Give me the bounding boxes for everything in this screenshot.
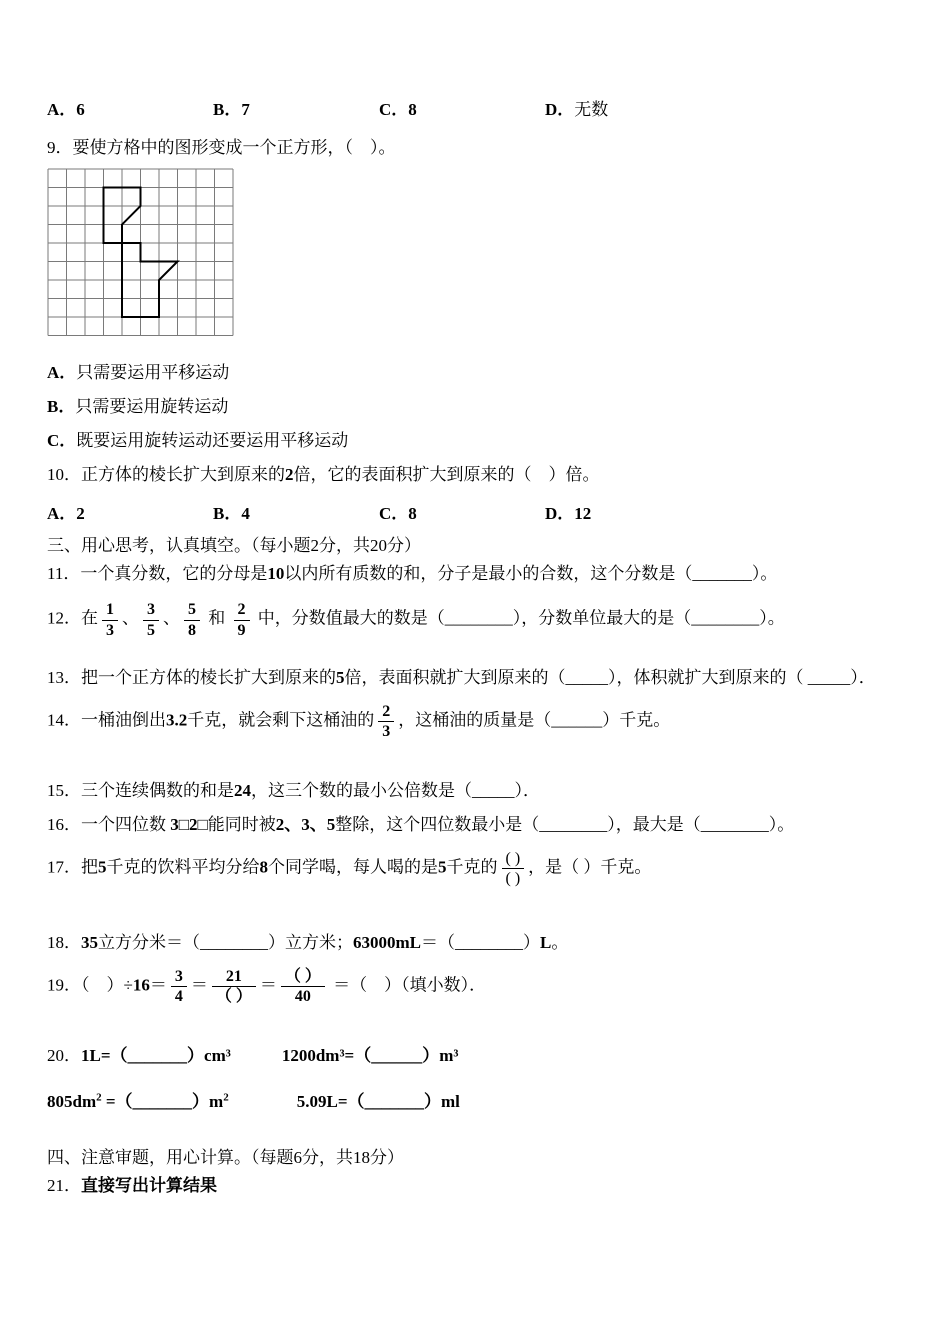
question-15: 15．三个连续偶数的和是24，这三个数的最小公倍数是（_____）．: [47, 781, 540, 801]
question-9-option-b: B．只需要运用旋转运动: [47, 397, 229, 417]
question-8-option-b: B．7: [213, 100, 250, 119]
question-20-line-2: $805dm^2$ $=(\_\_\_\_\_\_\_)m^2$ 5.09L=（_______）ml: [47, 1091, 460, 1112]
fraction: $\frac{2}{3}$: [378, 702, 394, 741]
question-19: 19．（ ）÷16＝ $\frac{3}{4}$ ＝ $\frac{21}{( )}$ ＝ $\frac{( )}{40}$ ＝（ ）（填小数）．: [47, 967, 487, 1005]
q9-grid-figure: [47, 168, 234, 337]
question-8-option-d: D．无数: [545, 100, 609, 119]
fraction: $\frac{2}{9}$: [234, 600, 250, 639]
question-10-option-c: C．8: [379, 504, 417, 524]
question-17: 17．把5千克的饮料平均分给8个同学喝，每人喝的是5千克的 $\frac{( )}{( )}$ ，是（ ）千克。: [47, 850, 652, 888]
question-10-option-a: A．2: [47, 504, 85, 524]
question-9-text: 9．要使方格中的图形变成一个正方形，（ ）。: [47, 138, 396, 157]
fraction: $\frac{21}{( )}$: [212, 967, 256, 1006]
question-10-option-d: D．12: [545, 504, 592, 524]
question-14: 14．一桶油倒出3.2千克，就会剩下这桶油的 $\frac{2}{3}$ ，这桶油的质量是（______）千克。: [47, 702, 671, 740]
section-3-header: 三、用心思考，认真填空。（每小题2分，共20分）: [47, 536, 421, 556]
question-18: 18．35立方分米＝（________）立方米；63000mL＝（________）L。: [47, 932, 569, 952]
question-8-option-a: A．6: [47, 100, 85, 119]
question-10-option-b: B．4: [213, 504, 250, 524]
question-11: 11．一个真分数，它的分母是10以内所有质数的和，分子是最小的合数，这个分数是（_______）。: [47, 564, 778, 584]
question-13: 13．把一个正方体的棱长扩大到原来的5倍，表面积就扩大到原来的（_____），体积就扩大到原来的（ _____）．: [47, 667, 876, 687]
question-16: 16．一个四位数 3□2□能同时被2、3、5整除，这个四位数最小是（________），最大是（________）。: [47, 815, 795, 835]
question-8-options-row: [47, 95, 905, 120]
question-9-option-a: A．只需要运用平移运动: [47, 363, 230, 383]
question-12: 12．在 $\frac{1}{3}$ 、 $\frac{3}{5}$ 、 $\frac{5}{8}$ 和 $\frac{2}{9}$ 中，分数值最大的数是（________），分数单位最大的是（________）。: [47, 601, 785, 639]
question-8-option-c: C．8: [379, 100, 417, 119]
question-10-options-row: [47, 499, 905, 524]
fraction: $\frac{( )}{( )}$: [502, 849, 525, 888]
fraction: $\frac{1}{3}$: [102, 600, 118, 639]
fraction: $\frac{3}{5}$: [143, 600, 159, 639]
fraction: $\frac{3}{4}$: [171, 967, 187, 1006]
question-20-line-1: 20．1L=（_______）cm³ 1200dm³=（______）m³: [47, 1046, 459, 1066]
question-21: 21．直接写出计算结果: [47, 1176, 217, 1196]
fraction: $\frac{( )}{40}$: [281, 967, 325, 1006]
section-4-header: 四、注意审题，用心计算。（每题6分，共18分）: [47, 1148, 404, 1168]
question-9-option-c: C．既要运用旋转运动还要运用平移运动: [47, 431, 349, 451]
fraction: $\frac{5}{8}$: [184, 600, 200, 639]
question-10-text: 10．正方体的棱长扩大到原来的2倍，它的表面积扩大到原来的（ ）倍。: [47, 465, 600, 485]
